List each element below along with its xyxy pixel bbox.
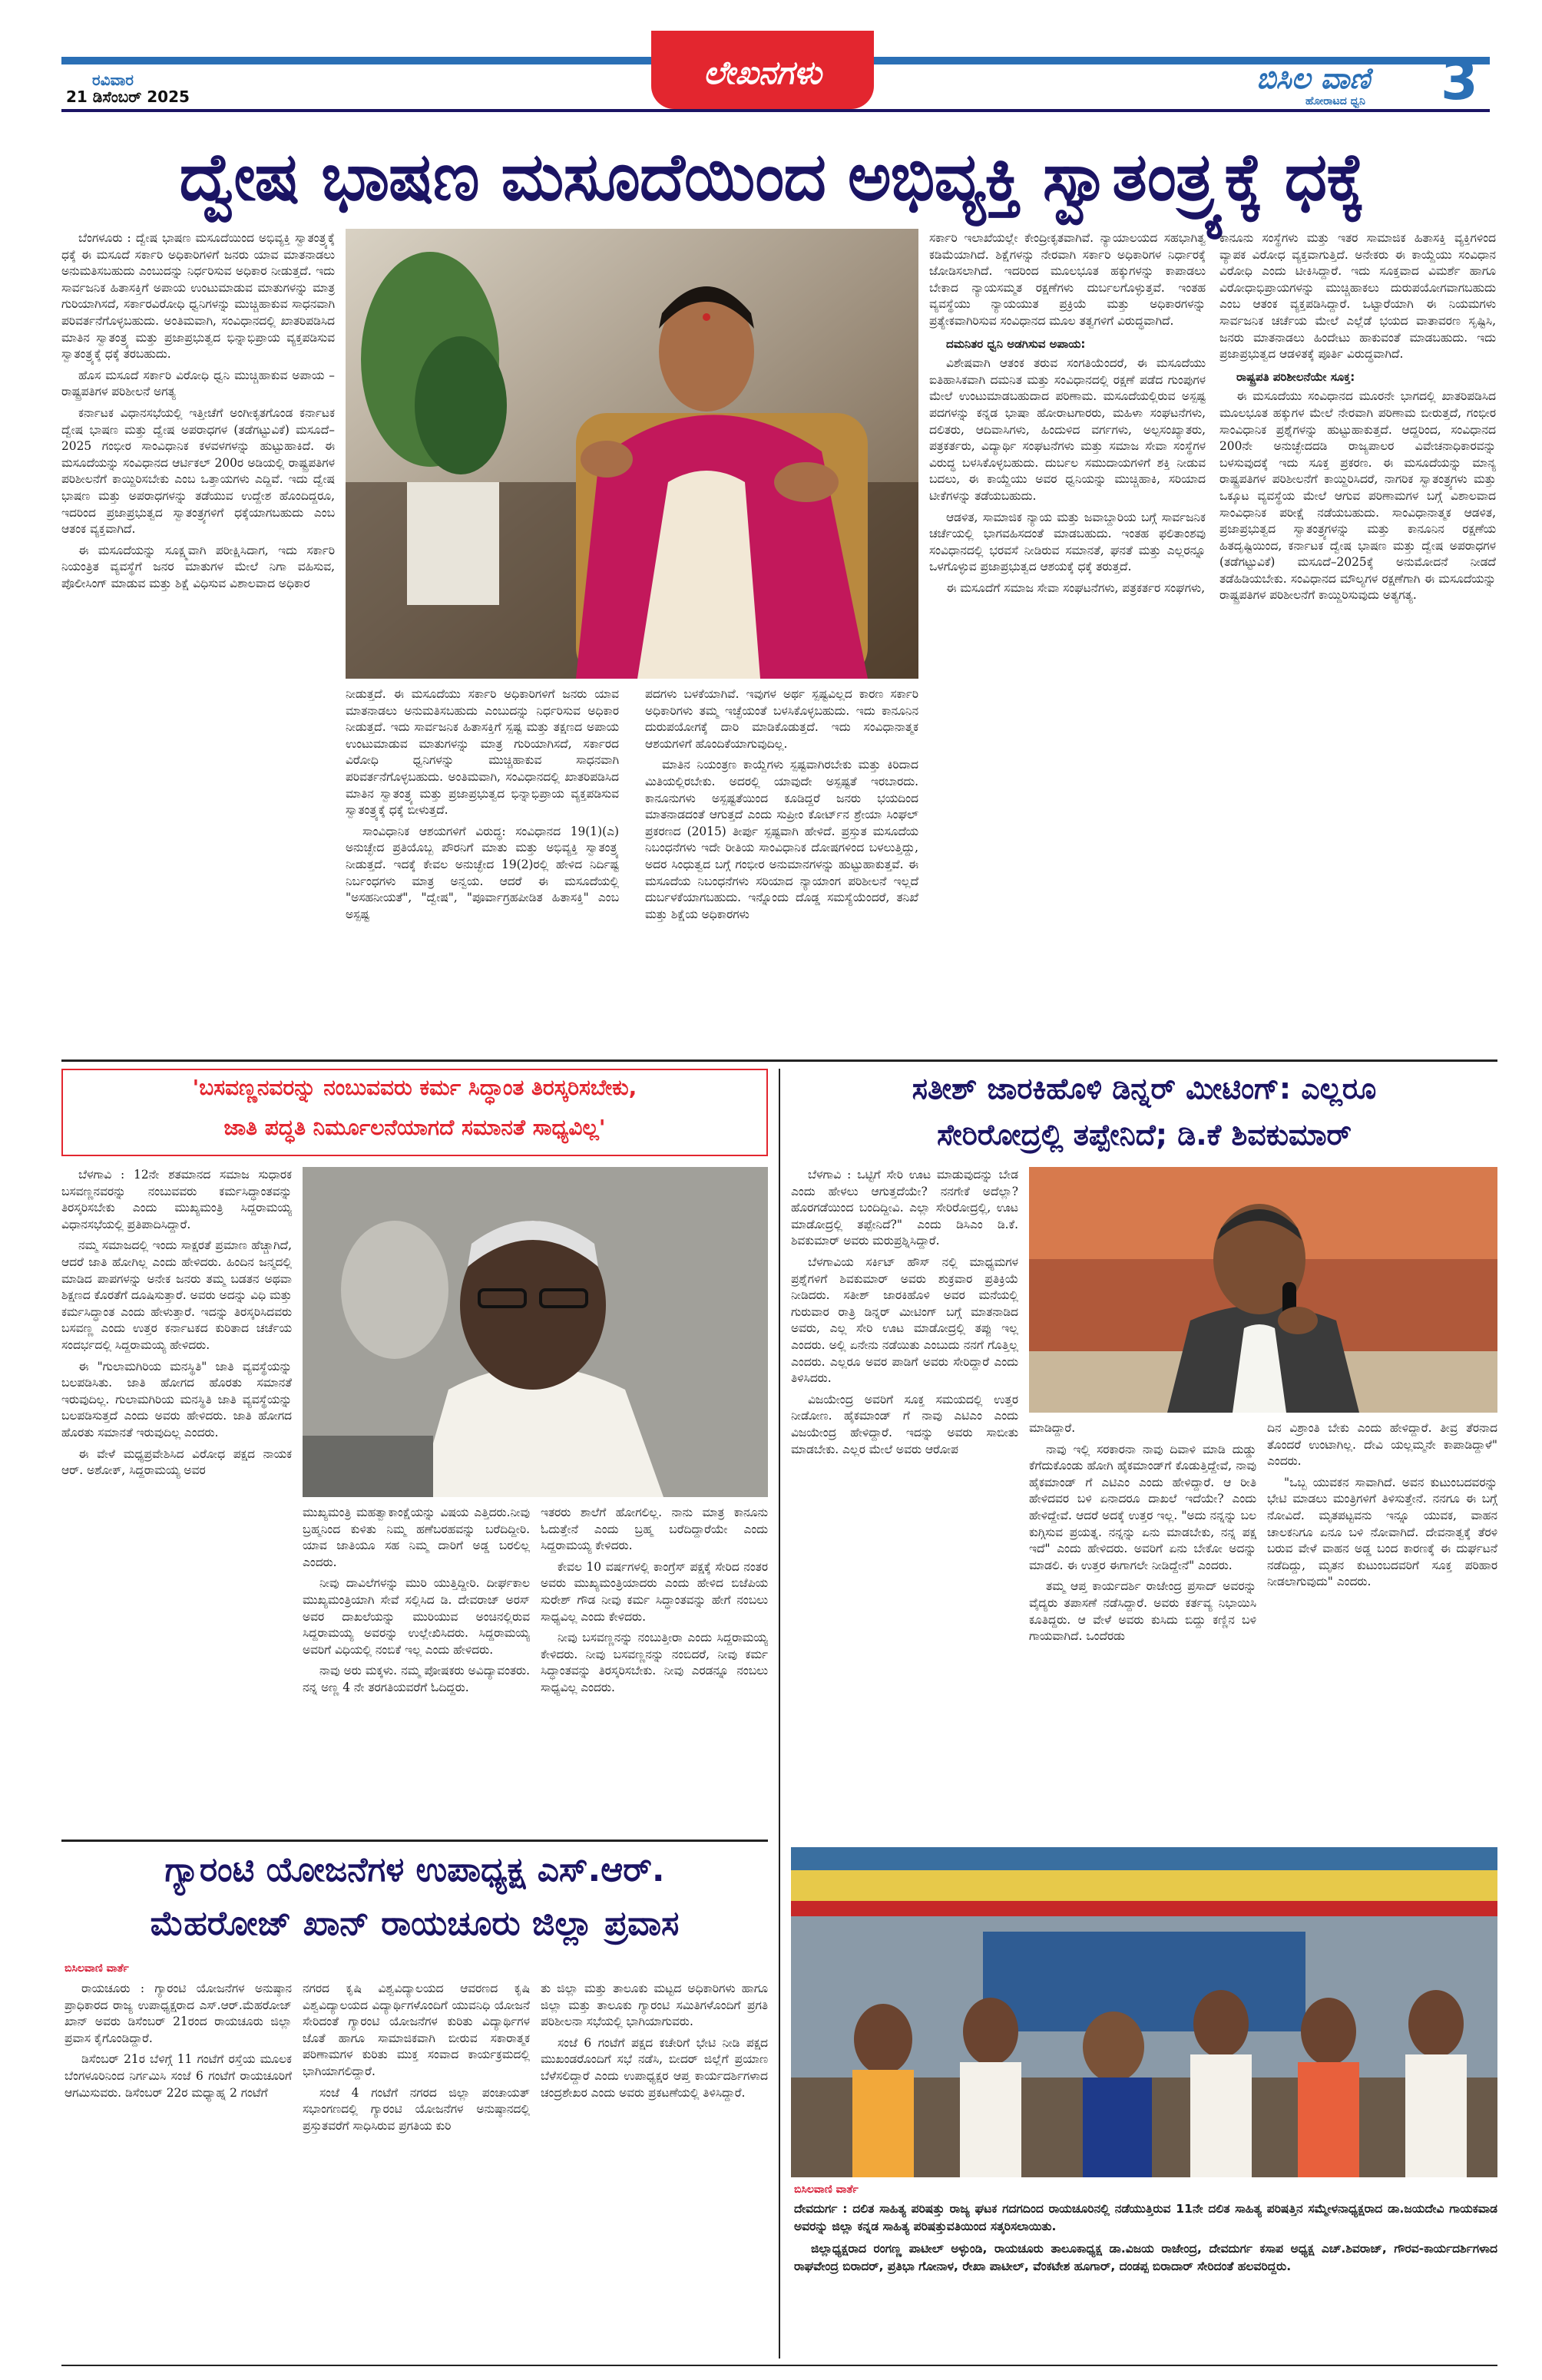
shivakumar-photo bbox=[1029, 1167, 1497, 1413]
paper-name: ಬಿಸಿಲ ವಾಣಿ bbox=[1256, 61, 1371, 95]
story1-col2-p1: ನೀಡುತ್ತದೆ. ಈ ಮಸೂದೆಯು ಸರ್ಕಾರಿ ಅಧಿಕಾರಿಗಳಿಗೆ ಜನರು ಯಾವ ಮಾತನಾಡಲು ಅನುಮತಿಸಬಹುದು ಎಂಬುದನ್ನು ನಿರ್ಧರಿಸುವ ಅಧಿಕಾರ ನೀಡುತ್ತದೆ. ಇದು ಸಾರ್ವಜನಿಕ ಹಿತಾಸಕ್ತಿಗೆ ಸ್ಪಷ್ಟ ಮತ್ತು ತಕ್ಷಣದ ಅಪಾಯ ಉಂಟುಮಾಡುವ ಮಾತುಗಳನ್ನು ಮಾತ್ರ ಗುರಿಯಾಗಿಸದೆ, ಸರ್ಕಾರದ ವಿರೋಧಿ ಧ್ವನಿಗಳನ್ನು ಮುಚ್ಚಿಹಾಕುವ ಸಾಧನವಾಗಿ ಪರಿವರ್ತನೆಗೊಳ್ಳಬಹುದು. ಅಂತಿಮವಾಗಿ, ಸಂವಿಧಾನದಲ್ಲಿ ಖಾತರಿಪಡಿಸಿದ ಮಾತಿನ ಸ್ವಾತಂತ್ರ್ಯ ಮತ್ತು ಪ್ರಜಾಪ್ರಭುತ್ವದ ಭಿನ್ನಾಭಿಪ್ರಾಯ ವ್ಯಕ್ತಪಡಿಸುವ ಸ್ವಾತಂತ್ರ್ಯಕ್ಕೆ ಧಕ್ಕೆ ಬೀಳುತ್ತದೆ. bbox=[346, 687, 619, 818]
story1-column-5 bbox=[1219, 230, 1496, 1055]
story3-col1-p3: ವಿಜಯೇಂದ್ರ ಅವರಿಗೆ ಸೂಕ್ತ ಸಮಯದಲ್ಲಿ ಉತ್ತರ ನೀಡೋಣ. ಹೈಕಮಾಂಡ್ ಗೆ ನಾವು ಎಟಿಎಂ ಎಂದು ವಿಜಯೇಂದ್ರ ಹೇಳಿದ್ದಾರೆ. ಇದನ್ನು ಅವರು ಸಾಬೀತು ಮಾಡಬೇಕು. ಎಲ್ಲರ ಮೇಲೆ ಅವರು ಆರೋಪ bbox=[791, 1392, 1018, 1456]
story1-col1-p1: ಬೆಂಗಳೂರು : ದ್ವೇಷ ಭಾಷಣ ಮಸೂದೆಯಿಂದ ಅಭಿವ್ಯಕ್ತಿ ಸ್ವಾತಂತ್ರ್ಯಕ್ಕೆ ಧಕ್ಕೆ ಈ ಮಸೂದೆ ಸರ್ಕಾರಿ ಅಧಿಕಾರಿಗಳಿಗೆ ಜನರು ಯಾವ ಮಾತನಾಡಲು ಅನುಮತಿಸಬಹುದು ಎಂಬುದನ್ನು ನಿರ್ಧರಿಸುವ ಅಧಿಕಾರ ನೀಡುತ್ತದೆ. ಇದು ಸಾರ್ವಜನಿಕ ಹಿತಾಸಕ್ತಿಗೆ ಅಪಾಯ ಉಂಟುಮಾಡುವ ಮಾತುಗಳನ್ನು ಮಾತ್ರ ಗುರಿಯಾಗಿಸದೆ, ಸರ್ಕಾರವಿರೋಧಿ ಧ್ವನಿಗಳನ್ನು ಮುಚ್ಚಿಹಾಕುವ ಸಾಧನವಾಗಿ ಪರಿವರ್ತನೆಗೊಳ್ಳಬಹುದು. ಅಂತಿಮವಾಗಿ, ಸಂವಿಧಾನದಲ್ಲಿ ಖಾತರಿಪಡಿಸಿದ ಮಾತಿನ ಸ್ವಾತಂತ್ರ್ಯ ಮತ್ತು ಪ್ರಜಾಪ್ರಭುತ್ವದ ಭಿನ್ನಾಭಿಪ್ರಾಯ ವ್ಯಕ್ತಪಡಿಸುವ ಸ್ವಾತಂತ್ರ್ಯಕ್ಕೆ ಧಕ್ಕೆ ತರಬಹುದು. bbox=[61, 231, 335, 362]
story1-col5-p1: ಕಾನೂನು ಸಂಸ್ಥೆಗಳು ಮತ್ತು ಇತರ ಸಾಮಾಜಿಕ ಹಿತಾಸಕ್ತಿ ವ್ಯಕ್ತಿಗಳಿಂದ ವ್ಯಾಪಕ ವಿರೋಧ ವ್ಯಕ್ತವಾಗುತ್ತಿದೆ. ಅನೇಕರು ಈ ಕಾಯ್ದೆಯು ಸಂವಿಧಾನ ವಿರೋಧಿ ಎಂದು ಟೀಕಿಸಿದ್ದಾರೆ. ಇದು ಸೂಕ್ತವಾದ ವಿಮರ್ಶೆ ಹಾಗೂ ವಿರೋಧಾಭಿಪ್ರಾಯಗಳನ್ನು ಮುಚ್ಚಿಹಾಕಲು ದುರುಪಯೋಗವಾಗಬಹುದು ಎಂಬ ಆತಂಕ ವ್ಯಕ್ತಪಡಿಸಿದ್ದಾರೆ. ಒಟ್ಟಾರೆಯಾಗಿ ಈ ನಿಯಮಗಳು ಸಾರ್ವಜನಿಕ ಚರ್ಚೆಯ ಮೇಲೆ ಎಲ್ಲೆಡೆ ಭಯದ ವಾತಾವರಣ ಸೃಷ್ಟಿಸಿ, ಜನರು ಮಾತನಾಡಲು ಹಿಂದೇಟು ಹಾಕುವಂತೆ ಮಾಡಬಹುದು. ಇದು ಪ್ರಜಾಪ್ರಭುತ್ವದ ಆಡಳಿತಕ್ಕೆ ಪೂರ್ತಿ ವಿರುದ್ಧವಾಗಿದೆ. bbox=[1219, 231, 1496, 362]
story2-col3-p2: ಕೇವಲ 10 ವರ್ಷಗಳಲ್ಲಿ ಕಾಂಗ್ರೆಸ್ ಪಕ್ಷಕ್ಕೆ ಸೇರಿದ ನಂತರ ಅವರು ಮುಖ್ಯಮಂತ್ರಿಯಾದರು ಎಂದು ಹೇಳಿದ ಬಿಜೆಪಿಯ ಸುರೇಶ್ ಗೌಡ ನೀವು ಕರ್ಮ ಸಿದ್ಧಾಂತವನ್ನು ಹೇಗೆ ನಂಬಲು ಸಾಧ್ಯವಿಲ್ಲ ಎಂದು ಕೇಳಿದರು. bbox=[541, 1559, 768, 1624]
paper-tagline: ಹೋರಾಟದ ಧ್ವನಿ bbox=[1305, 95, 1365, 107]
story4-headline-line2: ಮೆಹರೋಜ್ ಖಾನ್ ರಾಯಚೂರು ಜಿಲ್ಲಾ ಪ್ರವಾಸ bbox=[150, 1904, 680, 1943]
page-bottom-rule bbox=[61, 2365, 1497, 2366]
story1-col4-p4: ಈ ಮಸೂದೆಗೆ ಸಮಾಜ ಸೇವಾ ಸಂಘಟನೆಗಳು, ಪತ್ರಕರ್ತರ ಸಂಘಗಳು, bbox=[946, 580, 1206, 595]
story4-col2-p2: ಸಂಜೆ 4 ಗಂಟೆಗೆ ನಗರದ ಜಿಲ್ಲಾ ಪಂಚಾಯತ್ ಸಭಾಂಗಣದಲ್ಲಿ ಗ್ಯಾರಂಟಿ ಯೋಜನೆಗಳ ಅನುಷ್ಠಾನದಲ್ಲಿ ಪ್ರಸ್ತುತವರೆಗೆ ಸಾಧಿಸಿರುವ ಪ್ರಗತಿಯ ಕುರಿ bbox=[303, 2085, 530, 2133]
story3-headline-line2: ಸೇರಿರೋದ್ರಲ್ಲಿ ತಪ್ಪೇನಿದೆ; ಡಿ.ಕೆ ಶಿವಕುಮಾರ್ bbox=[937, 1118, 1352, 1152]
story4-col3-p2: ಸಂಜೆ 6 ಗಂಟೆಗೆ ಪಕ್ಷದ ಕಚೇರಿಗೆ ಭೇಟಿ ನೀಡಿ ಪಕ್ಷದ ಮುಖಂಡರೊಂದಿಗೆ ಸಭೆ ನಡೆಸಿ, ಬೀದರ್ ಜಿಲ್ಲೆಗೆ ಪ್ರಯಾಣ ಬೆಳೆಸಲಿದ್ದಾರೆ ಎಂದು ಉಪಾಧ್ಯಕ್ಷರ ಆಪ್ತ ಕಾರ್ಯದರ್ಶಿಗಳಾದ ಚಂದ್ರಶೇಖರ ಎಂದು ಅವರು ಪ್ರಕಟಣೆಯಲ್ಲಿ ತಿಳಿಸಿದ್ದಾರೆ. bbox=[541, 2035, 768, 2100]
story3-col1-p2: ಬೆಳಗಾವಿಯ ಸರ್ಕಿಟ್ ಹೌಸ್ ನಲ್ಲಿ ಮಾಧ್ಯಮಗಳ ಪ್ರಶ್ನೆಗಳಿಗೆ ಶಿವಕುಮಾರ್ ಅವರು ಶುಕ್ರವಾರ ಪ್ರತಿಕ್ರಿಯೆ ನೀಡಿದರು. ಸತೀಶ್ ಜಾರಕಿಹೊಳಿ ಅವರ ಮನೆಯಲ್ಲಿ ಗುರುವಾರ ರಾತ್ರಿ ಡಿನ್ನರ್ ಮೀಟಿಂಗ್ ಬಗ್ಗೆ ಮಾತನಾಡಿದ ಅವರು, ಎಲ್ಲ ಸೇರಿ ಊಟ ಮಾಡೋದ್ರಲ್ಲಿ ತಪ್ಪು ಇಲ್ಲ ಎಂದರು. ಅಲ್ಲಿ ಏನೇನು ನಡೆಯಿತು ಎಂಬುದು ನನಗೆ ಗೊತ್ತಿಲ್ಲ ಎಂದರು. ಎಲ್ಲರೂ ಅವರ ಪಾಡಿಗೆ ಅವರು ಸೇರಿದ್ದಾರೆ ಎಂದು ತಿಳಿಸಿದರು. bbox=[791, 1254, 1018, 1386]
story1-col4-subhead: ದಮನಿತರ ಧ್ವನಿ ಅಡಗಿಸುವ ಅಪಾಯ: bbox=[946, 336, 1086, 351]
story2-col3-p3: ನೀವು ಬಸವಣ್ಣನನ್ನು ನಂಬುತ್ತೀರಾ ಎಂದು ಸಿದ್ದರಾಮಯ್ಯ ಕೇಳಿದರು. ನೀವು ಬಸವಣ್ಣನನ್ನು ನಂಬಿದರೆ, ನೀವು ಕರ್ಮ ಸಿದ್ಧಾಂತವನ್ನು ತಿರಸ್ಕರಿಸಬೇಕು. ನೀವು ಎರಡನ್ನೂ ನಂಬಲು ಸಾಧ್ಯವಿಲ್ಲ ಎಂದರು. bbox=[541, 1631, 768, 1694]
story4-col1-p1: ರಾಯಚೂರು : ಗ್ಯಾರಂಟಿ ಯೋಜನೆಗಳ ಅನುಷ್ಠಾನ ಪ್ರಾಧಿಕಾರದ ರಾಜ್ಯ ಉಪಾಧ್ಯಕ್ಷರಾದ ಎಸ್.ಆರ್.ಮೆಹರೋಜ್ ಖಾನ್ ಅವರು ಡಿಸೆಂಬರ್ 21ರಂದ ರಾಯಚೂರು ಜಿಲ್ಲಾ ಪ್ರವಾಸ ಕೈಗೊಂಡಿದ್ದಾರೆ. bbox=[65, 1982, 292, 2045]
story1-col4-p3: ಆಡಳಿತ, ಸಾಮಾಜಿಕ ನ್ಯಾಯ ಮತ್ತು ಜವಾಬ್ದಾರಿಯ ಬಗ್ಗೆ ಸಾರ್ವಜನಿಕ ಚರ್ಚೆಯಲ್ಲಿ ಭಾಗವಹಿಸದಂತೆ ಮಾಡಬಹುದು. ಇಂತಹ ಫಲಿತಾಂಶವು ಸಂವಿಧಾನದಲ್ಲಿ ಭರವಸೆ ನೀಡಿರುವ ಸಮಾನತೆ, ಘನತೆ ಮತ್ತು ಎಲ್ಲರನ್ನೂ ಒಳಗೊಳ್ಳುವ ಪ್ರಜಾಪ್ರಭುತ್ವದ ಆಶಯಕ್ಕೆ ಧಕ್ಕೆ ತರುತ್ತದೆ. bbox=[929, 510, 1206, 574]
story3-col2-p2: ನಾವು ಇಲ್ಲಿ ಸರಕಾರನಾ ನಾವು ದಿವಾಳಿ ಮಾಡಿ ದುಡ್ಡು ಕೆಗೆದುಕೊಂಡು ಹೋಗಿ ಹೈಕಮಾಂಡ್‌ಗೆ ಕೊಡುತ್ತಿದ್ದೇವೆ, ನಾವು ಹೈಕಮಾಂಡ್ ಗೆ ಎಟಿಎಂ ಎಂದು ಹೇಳಿದ್ದಾರೆ. ಆ ರೀತಿ ಹೇಳಿದವರ ಬಳಿ ಏನಾದರೂ ದಾಖಲೆ ಇದೆಯೇ? ಎಂದು ಹೇಳಿದ್ದೇವೆ. ಆದರೆ ಅದಕ್ಕೆ ಉತ್ತರ ಇಲ್ಲ. "ಅದು ನನ್ನನ್ನು ಬಲ ಕುಗ್ಗಿಸುವ ಪ್ರಯತ್ನ. ನನ್ನನ್ನು ಏನು ಮಾಡಬೇಕು, ನನ್ನ ಪಕ್ಷ ಇದೆ" ಎಂದು ಹೇಳಿದರು. ಅವರಿಗೆ ಏನು ಬೇಕೋ ಅದನ್ನು ಮಾಡಲಿ. ಈ ಉತ್ತರ ಈಗಾಗಲೇ ನೀಡಿದ್ದೇನೆ" ಎಂದರು. bbox=[1029, 1442, 1256, 1572]
story1-col1-p2: ಹೊಸ ಮಸೂದೆ ಸರ್ಕಾರಿ ವಿರೋಧಿ ಧ್ವನಿ ಮುಚ್ಚಿಹಾಕುವ ಅಪಾಯ – ರಾಷ್ಟ್ರಪತಿಗಳ ಪರಿಶೀಲನೆ ಅಗತ್ಯ bbox=[61, 368, 335, 399]
issue-date: 21 ಡಿಸೆಂಬರ್ 2025 bbox=[66, 88, 190, 106]
story4-headline-line1: ಗ್ಯಾರಂಟಿ ಯೋಜನೆಗಳ ಉಪಾಧ್ಯಕ್ಷ ಎಸ್.ಆರ್. bbox=[164, 1850, 665, 1889]
story1-col4-p2: ವಿಶೇಷವಾಗಿ ಆತಂಕ ತರುವ ಸಂಗತಿಯೆಂದರೆ, ಈ ಮಸೂದೆಯು ಐತಿಹಾಸಿಕವಾಗಿ ದಮನಿತ ಮತ್ತು ಸಂವಿಧಾನದಲ್ಲಿ ರಕ್ಷಣೆ ಪಡೆದ ಗುಂಪುಗಳ ಮೇಲೆ ಉಂಟುಮಾಡಬಹುದಾದ ಪರಿಣಾಮ. ಮಸೂದೆಯಲ್ಲಿರುವ ಅಸ್ಪಷ್ಟ ಪದಗಳನ್ನು ಕನ್ನಡ ಭಾಷಾ ಹೋರಾಟಗಾರರು, ಮಹಿಳಾ ಸಂಘಟನೆಗಳು, ದಲಿತರು, ಆದಿವಾಸಿಗಳು, ಹಿಂದುಳಿದ ವರ್ಗಗಳು, ಅಲ್ಪಸಂಖ್ಯಾತರು, ಪತ್ರಕರ್ತರು, ವಿದ್ಯಾರ್ಥಿ ಸಂಘಟನೆಗಳು ಮತ್ತು ಸಮಾಜ ಸೇವಾ ಸಂಸ್ಥೆಗಳ ವಿರುದ್ಧ ಬಳಸಿಕೊಳ್ಳಬಹುದು. ದುರ್ಬಲ ಸಮುದಾಯಗಳಿಗೆ ಶಕ್ತಿ ನೀಡುವ ಬದಲು, ಈ ಕಾಯ್ದೆಯು ಅವರ ಧ್ವನಿಯನ್ನು ಮುಚ್ಚಿಹಾಕಿ, ಸರಿಯಾದ ಟೀಕೆಗಳನ್ನು ತಡೆಯಬಹುದು. bbox=[929, 356, 1206, 503]
story3-col3-p2: "ಒಬ್ಬ ಯುವಕನ ಸಾವಾಗಿದೆ. ಅವನ ಕುಟುಂಬದವರನ್ನು ಭೇಟಿ ಮಾಡಲು ಮಂತ್ರಿಗಳಿಗೆ ತಿಳಿಸುತ್ತೇನೆ. ನನಗೂ ಈ ಬಗ್ಗೆ ನೋವಿದೆ. ಮೃತಪಟ್ಟವನು ಇನ್ನೂ ಯುವಕ, ವಾಹನ ಚಾಲಕನಿಗೂ ಏನೂ ಬಳಿ ನೋವಾಗಿದೆ. ದೇವನಾತ್ವಕ್ಕೆ ತೆರಳಿ ಬರುವ ವೇಳೆ ವಾಹನ ಅಡ್ಡ ಬಂದ ಕಾರಣಕ್ಕೆ ಈ ದುರ್ಘಟನೆ ನಡೆದಿದ್ದು, ಮೃತನ ಕುಟುಂಬದವರಿಗೆ ಸೂಕ್ತ ಪರಿಹಾರ ನೀಡಲಾಗುವುದು" ಎಂದರು. bbox=[1267, 1475, 1497, 1589]
story1-column-1 bbox=[61, 230, 335, 1052]
story2-col1-p2: ನಮ್ಮ ಸಮಾಜದಲ್ಲಿ ಇಂದು ಸಾಕ್ಷರತೆ ಪ್ರಮಾಣ ಹೆಚ್ಚಾಗಿದೆ, ಆದರೆ ಜಾತಿ ಹೋಗಿಲ್ಲ ಎಂದು ಹೇಳಿದರು. ಹಿಂದಿನ ಜನ್ಮದಲ್ಲಿ ಮಾಡಿದ ಪಾಪಗಳನ್ನು ಅನೇಕ ಜನರು ತಮ್ಮ ಬಡತನ ಅಥವಾ ಶಿಕ್ಷಣದ ಕೊರತೆಗೆ ದೂಷಿಸುತ್ತಾರೆ. ಅವರು ಅದನ್ನು ವಿಧಿ ಮತ್ತು ಕರ್ಮಸಿದ್ಧಾಂತ ಎಂದು ಹೇಳುತ್ತಾರೆ. ಇದನ್ನು ತಿರಸ್ಕರಿಸಿದವರು ಬಸವಣ್ಣ ಎಂದು ಉತ್ತರ ಕರ್ನಾಟಕದ ಕುರಿತಾದ ಚರ್ಚೆಯ ಸಂದರ್ಭದಲ್ಲಿ ಸಿದ್ದರಾಮಯ್ಯ ಹೇಳಿದರು. bbox=[61, 1238, 292, 1352]
story4-col1-p2: ಡಿಸೆಂಬರ್ 21ರ ಬೆಳಿಗ್ಗೆ 11 ಗಂಟೆಗೆ ರಸ್ತೆಯ ಮೂಲಕ ಬೆಂಗಳೂರಿನಿಂದ ನಿರ್ಗಮಿಸಿ ಸಂಜೆ 6 ಗಂಟೆಗೆ ರಾಯಚೂರಿಗೆ ಆಗಮಿಸುವರು. ಡಿಸೆಂಬರ್ 22ರ ಮಧ್ಯಾಹ್ನ 2 ಗಂಟೆಗೆ bbox=[65, 2052, 292, 2100]
story2-col1-p1: ಬೆಳಗಾವಿ : 12ನೇ ಶತಮಾನದ ಸಮಾಜ ಸುಧಾರಕ ಬಸವಣ್ಣನವರನ್ನು ನಂಬುವವರು ಕರ್ಮಸಿದ್ಧಾಂತವನ್ನು ತಿರಸ್ಕರಿಸಬೇಕು ಎಂದು ಮುಖ್ಯಮಂತ್ರಿ ಸಿದ್ದರಾಮಯ್ಯ ವಿಧಾನಸಭೆಯಲ್ಲಿ ಪ್ರತಿಪಾದಿಸಿದ್ದಾರೆ. bbox=[61, 1168, 292, 1231]
story4-column-2 bbox=[303, 1981, 530, 2365]
story4-column-3 bbox=[541, 1981, 768, 2365]
story4-top-rule bbox=[61, 1840, 768, 1842]
story2-col1-p4: ಈ ವೇಳೆ ಮಧ್ಯಪ್ರವೇಶಿಸಿದ ವಿರೋಧ ಪಕ್ಷದ ನಾಯಕ ಆರ್. ಅಶೋಕ್, ಸಿದ್ದರಾಮಯ್ಯ ಅವರ bbox=[61, 1446, 292, 1478]
story2-col2-p3: ನಾವು ಅರು ಮಕ್ಕಳು. ನಮ್ಮ ಪೋಷಕರು ಅವಿದ್ಯಾವಂತರು. ನನ್ನ ಅಣ್ಣ 4 ನೇ ತರಗತಿಯವರೆಗೆ ಓದಿದ್ದರು. bbox=[303, 1664, 530, 1694]
story4-col2-p1: ನಗರದ ಕೃಷಿ ವಿಶ್ವವಿದ್ಯಾಲಯದ ಆವರಣದ ಕೃಷಿ ವಿಶ್ವವಿದ್ಯಾಲಯದ ವಿದ್ಯಾರ್ಥಿಗಳೊಂದಿಗೆ ಯುವನಿಧಿ ಯೋಜನೆ ಸೇರಿದಂತೆ ಗ್ಯಾರಂಟಿ ಯೋಜನೆಗಳ ಕುರಿತು ವಿದ್ಯಾರ್ಥಿಗಳ ಜೊತೆ ಹಾಗೂ ಸಾಮಾಜಿಕವಾಗಿ ಬೀರುವ ಸಕಾರಾತ್ಮಕ ಪರಿಣಾಮಗಳ ಕುರಿತು ಮುಕ್ತ ಸಂವಾದ ಕಾರ್ಯಕ್ರಮದಲ್ಲಿ ಭಾಗಿಯಾಗಲಿದ್ದಾರೆ. bbox=[303, 1982, 530, 2078]
page-number: 3 bbox=[1441, 49, 1478, 112]
story1-col1-p3: ಕರ್ನಾಟಕ ವಿಧಾನಸಭೆಯಲ್ಲಿ ಇತ್ತೀಚೆಗೆ ಅಂಗೀಕೃತಗೊಂಡ ಕರ್ನಾಟಕ ದ್ವೇಷ ಭಾಷಣ ಮತ್ತು ದ್ವೇಷ ಅಪರಾಧಗಳ (ತಡೆಗಟ್ಟುವಿಕೆ) ಮಸೂದೆ–2025 ಗಂಭೀರ ಸಾಂವಿಧಾನಿಕ ಕಳವಳಗಳನ್ನು ಹುಟ್ಟುಹಾಕಿದೆ. ಈ ಮಸೂದೆಯನ್ನು ಸಂವಿಧಾನದ ಆರ್ಟಿಕಲ್ 200ರ ಅಡಿಯಲ್ಲಿ ರಾಷ್ಟ್ರಪತಿಗಳ ಪರಿಶೀಲನೆಗೆ ಕಾಯ್ದಿರಿಸಬೇಕು ಎಂಬ ಒತ್ತಾಯಗಳು ಎದ್ದಿವೆ. ಇದು ದ್ವೇಷ ಭಾಷಣ ಮತ್ತು ಅಪರಾಧಗಳನ್ನು ತಡೆಯುವ ಉದ್ದೇಶ ಹೊಂದಿದ್ದರೂ, ಇದರಿಂದ ಪ್ರಜಾಪ್ರಭುತ್ವದ ಸ್ವಾತಂತ್ರ್ಯಗಳಿಗೆ ಧಕ್ಕೆಯಾಗಬಹುದು ಎಂಬ ಆತಂಕ ವ್ಯಕ್ತವಾಗಿದೆ. bbox=[61, 405, 335, 537]
masthead-bottom-rule bbox=[61, 109, 1490, 112]
story5-caption-p2: ಜಿಲ್ಲಾಧ್ಯಕ್ಷರಾದ ರಂಗಣ್ಣ ಪಾಟೀಲ್ ಅಳ್ಳುಂಡಿ, ರಾಯಚೂರು ತಾಲೂಕಾಧ್ಯಕ್ಷ ಡಾ.ವಿಜಯ ರಾಜೇಂದ್ರ, ದೇವದುರ್ಗ ಕಸಾಪ ಅಧ್ಯಕ್ಷ ಎಚ್.ಶಿವರಾಜ್, ಗೌರವ-ಕಾರ್ಯದರ್ಶಿಗಳಾದ ರಾಘವೇಂದ್ರ ಬಿರಾದರ್, ಪ್ರತಿಭಾ ಗೋನಾಳ, ರೇಖಾ ಪಾಟೀಲ್, ವೆಂಕಟೇಶ ಹೂಗಾರ್, ದಂಡಪ್ಪ ಬಿರಾದಾರ್ ಸೇರಿದಂತೆ ಹಲವರಿದ್ದರು. bbox=[794, 2242, 1497, 2273]
siddaramaiah-photo bbox=[303, 1167, 768, 1497]
story2-headline-box bbox=[61, 1069, 768, 1156]
story1-col3-p1: ಪದಗಳು ಬಳಕೆಯಾಗಿವೆ. ಇವುಗಳ ಅರ್ಥ ಸ್ಪಷ್ಟವಿಲ್ಲದ ಕಾರಣ ಸರ್ಕಾರಿ ಅಧಿಕಾರಿಗಳು ತಮ್ಮ ಇಚ್ಛೆಯಂತೆ ಬಳಸಿಕೊಳ್ಳಬಹುದು. ಇದು ಕಾನೂನಿನ ದುರುಪಯೋಗಕ್ಕೆ ದಾರಿ ಮಾಡಿಕೊಡುತ್ತದೆ. ಇದು ಸಂವಿಧಾನಾತ್ಮಕ ಆಶಯಗಳಿಗೆ ಹೊಂದಿಕೆಯಾಗುವುದಿಲ್ಲ. bbox=[645, 687, 918, 751]
story1-col5-p2: ಈ ಮಸೂದೆಯು ಸಂವಿಧಾನದ ಮೂರನೇ ಭಾಗದಲ್ಲಿ ಖಾತರಿಪಡಿಸಿದ ಮೂಲಭೂತ ಹಕ್ಕುಗಳ ಮೇಲೆ ನೇರವಾಗಿ ಪರಿಣಾಮ ಬೀರುತ್ತದೆ, ಗಂಭೀರ ಸಾಂವಿಧಾನಿಕ ಪ್ರಶ್ನೆಗಳನ್ನು ಹುಟ್ಟುಹಾಕುತ್ತದೆ. ಆದ್ದರಿಂದ, ಸಂವಿಧಾನದ 200ನೇ ಅನುಚ್ಛೇದದಡಿ ರಾಜ್ಯಪಾಲರ ವಿವೇಚನಾಧಿಕಾರವನ್ನು ಬಳಸುವುದಕ್ಕೆ ಇದು ಸೂಕ್ತ ಪ್ರಕರಣ. ಈ ಮಸೂದೆಯನ್ನು ಮಾನ್ಯ ರಾಷ್ಟ್ರಪತಿಗಳ ಪರಿಶೀಲನೆಗೆ ಕಾಯ್ದಿರಿಸಿದರೆ, ನಾಗರಿಕ ಸ್ವಾತಂತ್ರ್ಯಗಳು ಮತ್ತು ಒಕ್ಕೂಟ ವ್ಯವಸ್ಥೆಯ ಮೇಲೆ ಆಗುವ ಪರಿಣಾಮಗಳ ಬಗ್ಗೆ ವಿಶಾಲವಾದ ಸಾಂವಿಧಾನಿಕ ಪರೀಕ್ಷೆ ನಡೆಯಬಹುದು. ಸಾಂವಿಧಾನಾತ್ಮಕ ಆಡಳಿತ, ಪ್ರಜಾಪ್ರಭುತ್ವದ ಸ್ವಾತಂತ್ರ್ಯಗಳನ್ನು ಮತ್ತು ಕಾನೂನಿನ ರಕ್ಷಣೆಯ ಹಿತದೃಷ್ಟಿಯಿಂದ, ಕರ್ನಾಟಕ ದ್ವೇಷ ಭಾಷಣ ಮತ್ತು ದ್ವೇಷ ಅಪರಾಧಗಳ (ತಡೆಗಟ್ಟುವಿಕೆ) ಮಸೂದೆ–2025ಕ್ಕೆ ಅನುಮೋದನೆ ನೀಡದೆ ತಡೆಹಿಡಿಯಬೇಕು. ಸಂವಿಧಾನದ ಮೌಲ್ಯಗಳ ರಕ್ಷಣೆಗಾಗಿ ಈ ಮಸೂದೆಯನ್ನು ರಾಷ್ಟ್ರಪತಿಗಳ ಪರಿಶೀಲನೆಗೆ ಕಾಯ್ದಿರಿಸುವುದು ಅತ್ಯಗತ್ಯ. bbox=[1219, 389, 1496, 603]
story3-col3-p1: ದಿನ ವಿಶ್ರಾಂತಿ ಬೇಕು ಎಂದು ಹೇಳಿದ್ದಾರೆ. ತೀವ್ರ ತೆರನಾದ ತೊಂದರೆ ಉಂಟಾಗಿಲ್ಲ. ದೇವಿ ಯಲ್ಲಮ್ಮನೇ ಕಾಪಾಡಿದ್ದಾಳೆ" ಎಂದರು. bbox=[1267, 1421, 1497, 1469]
section-title: ಲೇಖನಗಳು bbox=[703, 54, 822, 91]
story3-headline-line1: ಸತೀಶ್ ಜಾರಕಿಹೊಳಿ ಡಿನ್ನರ್ ಮೀಟಿಂಗ್: ಎಲ್ಲರೂ bbox=[912, 1072, 1377, 1106]
story1-bottom-rule bbox=[61, 1059, 1497, 1062]
story2-col2-p1: ಮುಖ್ಯಮಂತ್ರಿ ಮಹತ್ವಾಕಾಂಕ್ಷೆಯನ್ನು ವಿಷಯ ಎತ್ತಿದರು.ನೀವು ಬ್ರಹ್ಮನಿಂದ ಕುಳಿತು ನಿಮ್ಮ ಹಣೆಬರಹವನ್ನು ಬರೆದಿದ್ದೀರಿ. ಯಾವ ಜಾತಿಯೂ ಸಹ ನಿಮ್ಮ ದಾರಿಗೆ ಅಡ್ಡ ಬರಲಿಲ್ಲ ಎಂದರು. bbox=[303, 1506, 530, 1569]
story5-byline: ಬಿಸಿಲವಾಣಿ ವಾರ್ತೆ bbox=[794, 2183, 859, 2196]
story2-col2-p2: ನೀವು ದಾವಿಲೆಗಳನ್ನು ಮುರಿ ಯುತ್ತಿದ್ದೀರಿ. ದೀರ್ಘಕಾಲ ಮುಖ್ಯಮಂತ್ರಿಯಾಗಿ ಸೇವೆ ಸಲ್ಲಿಸಿದ ಡಿ. ದೇವರಾಜ್ ಅರಸ್ ಅವರ ದಾಖಲೆಯನ್ನು ಮುರಿಯುವ ಅಂಚಿನಲ್ಲಿರುವ ಸಿದ್ದರಾಮಯ್ಯ ಅವರನ್ನು ಉಲ್ಲೇಖಿಸಿದರು. ಸಿದ್ದರಾಮಯ್ಯ ಅವರಿಗೆ ವಿಧಿಯಲ್ಲಿ ನಂಬಿಕೆ ಇಲ್ಲ ಎಂದು ಹೇಳಿದರು. bbox=[303, 1576, 530, 1657]
story3-column-3 bbox=[1267, 1420, 1497, 1843]
story1-column-3 bbox=[645, 686, 918, 1055]
story4-col3-p1: ತು ಜಿಲ್ಲಾ ಮತ್ತು ತಾಲೂಕು ಮಟ್ಟದ ಅಧಿಕಾರಿಗಳು ಹಾಗೂ ಜಿಲ್ಲಾ ಮತ್ತು ತಾಲೂಕು ಗ್ಯಾರಂಟಿ ಸಮಿತಿಗಳೊಂದಿಗೆ ಪ್ರಗತಿ ಪರಿಶೀಲನಾ ಸಭೆಯಲ್ಲಿ ಭಾಗಿಯಾಗುವರು. bbox=[541, 1982, 768, 2029]
story1-col5-subhead: ರಾಷ್ಟ್ರಪತಿ ಪರಿಶೀಲನೆಯೇ ಸೂಕ್ತ: bbox=[1236, 369, 1355, 384]
story1-photo bbox=[346, 229, 918, 679]
story1-column-2 bbox=[346, 686, 619, 1055]
story1-col2-p2: ಸಾಂವಿಧಾನಿಕ ಆಶಯಗಳಿಗೆ ವಿರುದ್ಧ: ಸಂವಿಧಾನದ 19(1)(ಎ) ಅನುಚ್ಛೇದ ಪ್ರತಿಯೊಬ್ಬ ಪೌರನಿಗೆ ಮಾತು ಮತ್ತು ಅಭಿವ್ಯಕ್ತಿ ಸ್ವಾತಂತ್ರ್ಯ ನೀಡುತ್ತದೆ. ಇದಕ್ಕೆ ಕೇವಲ ಅನುಚ್ಛೇದ 19(2)ರಲ್ಲಿ ಹೇಳಿದ ನಿರ್ದಿಷ್ಟ ನಿರ್ಬಂಧಗಳು ಮಾತ್ರ ಅನ್ವಯ. ಆದರೆ ಈ ಮಸೂದೆಯಲ್ಲಿ "ಅಸಹನೀಯತೆ", "ದ್ವೇಷ", "ಪೂರ್ವಾಗ್ರಹಪೀಡಿತ ಹಿತಾಸಕ್ತಿ" ಎಂಬ ಅಸ್ಪಷ್ಟ bbox=[346, 824, 619, 921]
story3-col2-p1: ಮಾಡಿದ್ದಾರೆ. bbox=[1029, 1421, 1076, 1435]
story2-headline-line2: ಜಾತಿ ಪದ್ಧತಿ ನಿರ್ಮೂಲನೆಯಾಗದೆ ಸಮಾನತೆ ಸಾಧ್ಯವಿಲ್ಲ' bbox=[223, 1115, 606, 1140]
story2-headline-line1: 'ಬಸವಣ್ಣನವರನ್ನು ನಂಬುವವರು ಕರ್ಮ ಸಿದ್ಧಾಂತ ತಿರಸ್ಕರಿಸಬೇಕು, bbox=[192, 1075, 637, 1100]
story4-byline: ಬಿಸಿಲವಾಣಿ ವಾರ್ತೆ bbox=[65, 1962, 129, 1975]
story3-column-2 bbox=[1029, 1420, 1256, 1843]
story1-headline: ದ್ವೇಷ ಭಾಷಣ ಮಸೂದೆಯಿಂದ ಅಭಿವ್ಯಕ್ತಿ ಸ್ವಾತಂತ್ರ್ಯಕ್ಕೆ ಧಕ್ಕೆ bbox=[179, 139, 1365, 216]
story2-col3-p1: ಇತರರು ಶಾಲೆಗೆ ಹೋಗಲಿಲ್ಲ. ನಾನು ಮಾತ್ರ ಕಾನೂನು ಓದುತ್ತೇನೆ ಎಂದು ಬ್ರಹ್ಮ ಬರೆದಿದ್ದಾರೆಯೇ ಎಂದು ಸಿದ್ದರಾಮಯ್ಯ ಕೇಳಿದರು. bbox=[541, 1506, 768, 1553]
issue-day: ರವಿವಾರ bbox=[92, 71, 134, 89]
story5-caption bbox=[794, 2200, 1497, 2362]
story1-col4-p1: ಸರ್ಕಾರಿ ಇಲಾಖೆಯಲ್ಲೇ ಕೇಂದ್ರೀಕೃತವಾಗಿವೆ. ನ್ಯಾಯಾಲಯದ ಸಹಭಾಗಿತ್ವ ಕಡಿಮೆಯಾಗಿದೆ. ಶಿಕ್ಷೆಗಳನ್ನು ನೇರವಾಗಿ ಸರ್ಕಾರಿ ಅಧಿಕಾರಿಗಳ ನಿರ್ಧಾರಕ್ಕೆ ಜೋಡಿಸಲಾಗಿದೆ. ಇದರಿಂದ ಮೂಲಭೂತ ಹಕ್ಕುಗಳನ್ನು ಕಾಪಾಡಲು ಬೇಕಾದ ನ್ಯಾಯಸಮ್ಮತ ರಕ್ಷಣೆಗಳು ದುರ್ಬಲಗೊಳ್ಳುತ್ತವೆ. ಇಂತಹ ವ್ಯವಸ್ಥೆಯು ನ್ಯಾಯಯುತ ಪ್ರಕ್ರಿಯೆ ಮತ್ತು ಅಧಿಕಾರಗಳನ್ನು ಪ್ರತ್ಯೇಕವಾಗಿರಿಸುವ ಸಂವಿಧಾನದ ಮೂಲ ತತ್ವಗಳಿಗೆ ವಿರುದ್ಧವಾಗಿದೆ. bbox=[929, 231, 1206, 328]
story2-col1-p3: ಈ "ಗುಲಾಮಗಿರಿಯ ಮನಸ್ಥಿತಿ" ಜಾತಿ ವ್ಯವಸ್ಥೆಯನ್ನು ಬಲಪಡಿಸಿತು. ಜಾತಿ ಹೋಗದ ಹೊರತು ಸಮಾನತೆ ಇರುವುದಿಲ್ಲ. ಗುಲಾಮಗಿರಿಯ ಮನಸ್ಥಿತಿ ಜಾತಿ ವ್ಯವಸ್ಥೆಯನ್ನು ಬಲಪಡಿಸುತ್ತದೆ ಎಂದು ಅವರು ಹೇಳಿದರು. ಜಾತಿ ಹೋಗದ ಹೊರತು ಸಮಾನತೆ ಇರುವುದಿಲ್ಲ ಎಂದರು. bbox=[61, 1359, 292, 1440]
story1-column-4 bbox=[929, 230, 1206, 1055]
story2-photo bbox=[303, 1167, 768, 1497]
woman-speaker-photo bbox=[346, 229, 918, 679]
middle-vertical-rule bbox=[779, 1069, 780, 2359]
story1-col1-p4: ಈ ಮಸೂದೆಯನ್ನು ಸೂಕ್ಷ್ಮವಾಗಿ ಪರೀಕ್ಷಿಸಿದಾಗ, ಇದು ಸರ್ಕಾರಿ ನಿಯಂತ್ರಿತ ವ್ಯವಸ್ಥೆಗೆ ಜನರ ಮಾತುಗಳ ಮೇಲೆ ನಿಗಾ ವಹಿಸುವ, ಪೊಲೀಸಿಂಗ್ ಮಾಡುವ ಮತ್ತು ಶಿಕ್ಷೆ ವಿಧಿಸುವ ವಿಶಾಲವಾದ ಅಧಿಕಾರ bbox=[61, 543, 335, 590]
story5-caption-p1: ದೇವದುರ್ಗ : ದಲಿತ ಸಾಹಿತ್ಯ ಪರಿಷತ್ತು ರಾಜ್ಯ ಘಟಕ ಗದಗದಿಂದ ರಾಯಚೂರಿನಲ್ಲಿ ನಡೆಯುತ್ತಿರುವ 11ನೇ ದಲಿತ ಸಾಹಿತ್ಯ ಪರಿಷತ್ತಿನ ಸಮ್ಮೇಳನಾಧ್ಯಕ್ಷರಾದ ಡಾ.ಜಯದೇವಿ ಗಾಯಕವಾಡ ಅವರನ್ನು ಜಿಲ್ಲಾ ಕನ್ನಡ ಸಾಹಿತ್ಯ ಪರಿಷತ್ತುವತಿಯಿಂದ ಸತ್ಕರಿಸಲಾಯಿತು. bbox=[794, 2202, 1497, 2233]
story3-column-1 bbox=[791, 1167, 1018, 1843]
story3-col1-p1: ಬೆಳಗಾವಿ : ಒಟ್ಟಿಗೆ ಸೇರಿ ಊಟ ಮಾಡುವುದನ್ನು ಬೇಡ ಎಂದು ಹೇಳಲು ಆಗುತ್ತದೆಯೇ? ನನಗೇಕೆ ಅದೆಲ್ಲಾ? ಹೊರಗಡೆಯಿಂದ ಬಂದಿದ್ದೀವಿ. ಎಲ್ಲಾ ಸೇರಿರೋದ್ರಲ್ಲಿ, ಊಟ ಮಾಡೋದ್ರಲ್ಲಿ ತಪ್ಪೇನಿದೆ?" ಎಂದು ಡಿಸಿಎಂ ಡಿ.ಕೆ. ಶಿವಕುಮಾರ್ ಅವರು ಮರುಪ್ರಶ್ನಿಸಿದ್ದಾರೆ. bbox=[791, 1168, 1018, 1248]
story5-photo bbox=[791, 1847, 1497, 2177]
story1-col3-p2: ಮಾತಿನ ನಿಯಂತ್ರಣ ಕಾಯ್ದೆಗಳು ಸ್ಪಷ್ಟವಾಗಿರಬೇಕು ಮತ್ತು ಕಿರಿದಾದ ಮಿತಿಯಲ್ಲಿರಬೇಕು. ಅದರಲ್ಲಿ ಯಾವುದೇ ಅಸ್ಪಷ್ಟತೆ ಇರಬಾರದು. ಕಾನೂನುಗಳು ಅಸ್ಪಷ್ಟತೆಯಿಂದ ಕೂಡಿದ್ದರೆ ಜನರು ಭಯದಿಂದ ಮಾತನಾಡದಂತೆ ಆಗುತ್ತದೆ ಎಂದು ಸುಪ್ರೀಂ ಕೋರ್ಟ್‌ನ ಶ್ರೇಯಾ ಸಿಂಘಲ್ ಪ್ರಕರಣದ (2015) ತೀರ್ಪು ಸ್ಪಷ್ಟವಾಗಿ ಹೇಳಿದೆ. ಪ್ರಸ್ತುತ ಮಸೂದೆಯ ನಿಬಂಧನೆಗಳು ಇದೇ ರೀತಿಯ ಸಾಂವಿಧಾನಿಕ ದೋಷಗಳಿಂದ ಬಳಲುತ್ತಿದ್ದು, ಅದರ ಸಿಂಧುತ್ವದ ಬಗ್ಗೆ ಗಂಭೀರ ಅನುಮಾನಗಳನ್ನು ಹುಟ್ಟುಹಾಕುತ್ತವೆ. ಈ ಮಸೂದೆಯ ನಿಬಂಧನೆಗಳು ಸರಿಯಾದ ನ್ಯಾಯಾಂಗ ಪರಿಶೀಲನೆ ಇಲ್ಲದೆ ದುರ್ಬಳಕೆಯಾಗಬಹುದು. ಇನ್ನೊಂದು ದೊಡ್ಡ ಸಮಸ್ಯೆಯೆಂದರೆ, ತನಿಖೆ ಮತ್ತು ಶಿಕ್ಷೆಯ ಅಧಿಕಾರಗಳು bbox=[645, 758, 918, 921]
masthead bbox=[0, 0, 1542, 115]
story3-photo bbox=[1029, 1167, 1497, 1413]
story4-column-1 bbox=[65, 1981, 292, 2365]
felicitation-group-photo bbox=[791, 1847, 1497, 2177]
story3-col2-p3: ತಮ್ಮ ಆಪ್ತ ಕಾರ್ಯದರ್ಶಿ ರಾಜೇಂದ್ರ ಪ್ರಸಾದ್ ಅವರನ್ನು ವೈದ್ಯರು ತಪಾಸಣೆ ನಡೆಸಿದ್ದಾರೆ. ಅವರು ಕರ್ತವ್ಯ ನಿಭಾಯಿಸಿ ಕೂತಿದ್ದರು. ಆ ವೇಳೆ ಅವರು ಕುಸಿದು ಬಿದ್ದು ಕಣ್ಣಿನ ಬಳಿ ಗಾಯವಾಗಿದೆ. ಒಂದೆರಡು bbox=[1029, 1579, 1256, 1644]
